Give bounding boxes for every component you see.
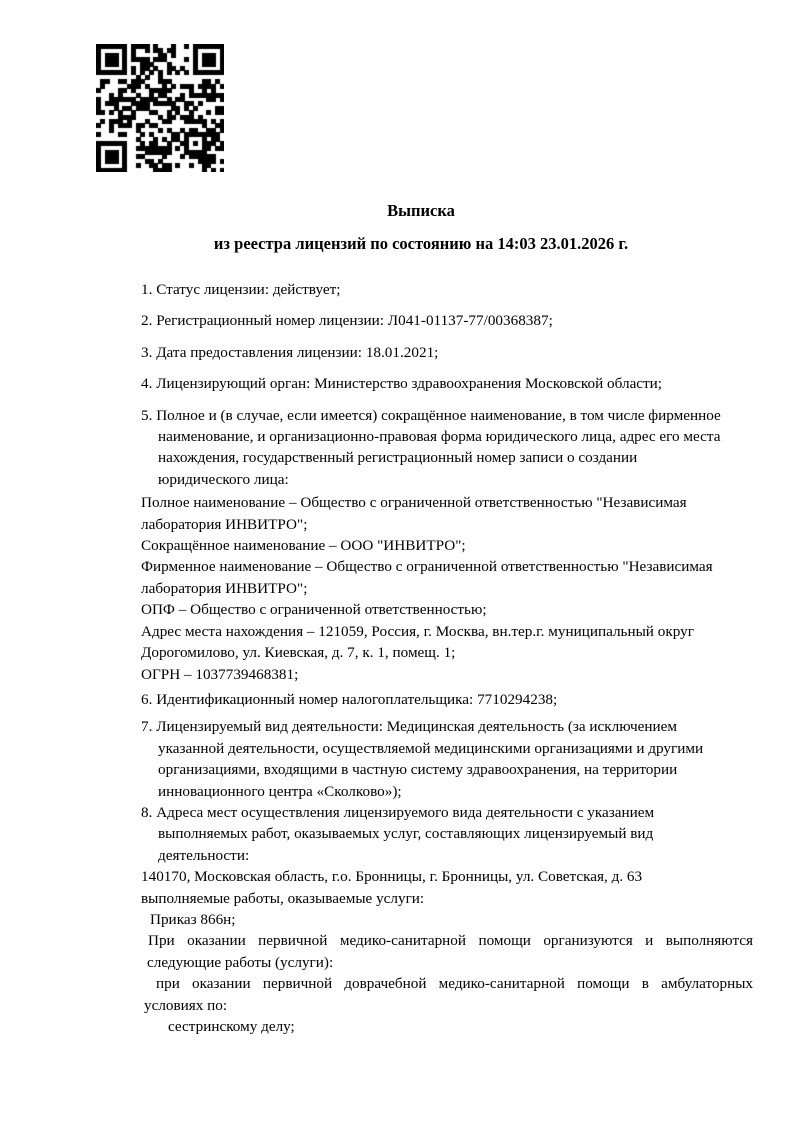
- paragraph-line: выполняемых работ, оказываемых услуг, составляющих лицензируемый вид: [158, 825, 654, 843]
- org-address-line: Дорогомилово, ул. Киевская, д. 7, к. 1, помещ. 1;: [141, 644, 456, 662]
- license-reg-number: 2. Регистрационный номер лицензии: Л041-01137-77/00368387;: [141, 312, 553, 330]
- org-address-line: Адрес места нахождения – 121059, Россия, г. Москва, вн.тер.г. муниципальный округ: [141, 622, 694, 640]
- address-line: 140170, Московская область, г.о. Бронницы, г. Бронницы, ул. Советская, д. 63: [141, 868, 643, 886]
- works-line: При оказании первичной медико-санитарной помощи организуются и выполняются: [148, 932, 753, 950]
- paragraph-line: деятельности:: [158, 846, 250, 864]
- works-line: следующие работы (услуги):: [147, 953, 334, 971]
- document-subtitle: из реестра лицензий по состоянию на 14:03 23.01.2026 г.: [213, 234, 629, 253]
- license-status: 1. Статус лицензии: действует;: [141, 281, 341, 298]
- licensing-authority: 4. Лицензирующий орган: Министерство здравоохранения Московской области;: [141, 375, 663, 393]
- paragraph-line: организациями, входящими в частную систему здравоохранения, на территории: [158, 761, 678, 779]
- paragraph-line: указанной деятельности, осуществляемой медицинскими организациями и другими: [158, 739, 704, 757]
- org-brand-name-line: лаборатория ИНВИТРО";: [141, 579, 308, 597]
- paragraph-line: 7. Лицензируемый вид деятельности: Медицинская деятельность (за исключением: [141, 718, 677, 736]
- activity-address: [141, 866, 753, 909]
- org-brand-name-line: Фирменное наименование – Общество с ограниченной ответственностью "Независимая: [141, 558, 713, 576]
- org-short-name-line: Сокращённое наименование – ООО "ИНВИТРО";: [141, 537, 466, 555]
- licensed-activity: [141, 716, 753, 802]
- paragraph-line: юридического лица:: [158, 470, 289, 488]
- taxpayer-id: 6. Идентификационный номер налогоплательщика: 7710294238;: [141, 690, 558, 708]
- qr-code-icon: [96, 44, 224, 172]
- license-grant-date: 3. Дата предоставления лицензии: 18.01.2021;: [141, 343, 439, 361]
- org-details: [141, 492, 753, 685]
- paragraph-line: инновационного центра «Сколково»);: [158, 782, 402, 800]
- paragraph-line: наименование, и организационно-правовая форма юридического лица, адрес его места: [158, 428, 721, 446]
- org-names-heading: [141, 405, 753, 491]
- works-caption-line: выполняемые работы, оказываемые услуги:: [141, 889, 425, 907]
- document-title: Выписка: [387, 201, 455, 220]
- works-line: условиях по:: [144, 996, 228, 1014]
- org-ogrn-line: ОГРН – 1037739468381;: [141, 665, 299, 683]
- paragraph-line: 5. Полное и (в случае, если имеется) сокращённое наименование, в том числе фирменное: [141, 406, 721, 424]
- paragraph-line: нахождения, государственный регистрационный номер записи о создании: [158, 449, 638, 467]
- org-legal-form-line: ОПФ – Общество с ограниченной ответственностью;: [141, 601, 487, 619]
- paragraph-line: 8. Адреса мест осуществления лицензируемого вида деятельности с указанием: [141, 803, 655, 821]
- works-line: сестринскому делу;: [168, 1018, 295, 1035]
- org-full-name-line: Полное наименование – Общество с ограниченной ответственностью "Независимая: [141, 494, 687, 512]
- works-line: при оказании первичной доврачебной медико-санитарной помощи в амбулаторных: [156, 975, 753, 993]
- activity-addresses-heading: [141, 802, 753, 866]
- order-reference-line: Приказ 866н;: [150, 910, 236, 928]
- document-body: [141, 279, 753, 1037]
- works-list: [141, 909, 753, 1037]
- org-full-name-line: лаборатория ИНВИТРО";: [141, 515, 308, 533]
